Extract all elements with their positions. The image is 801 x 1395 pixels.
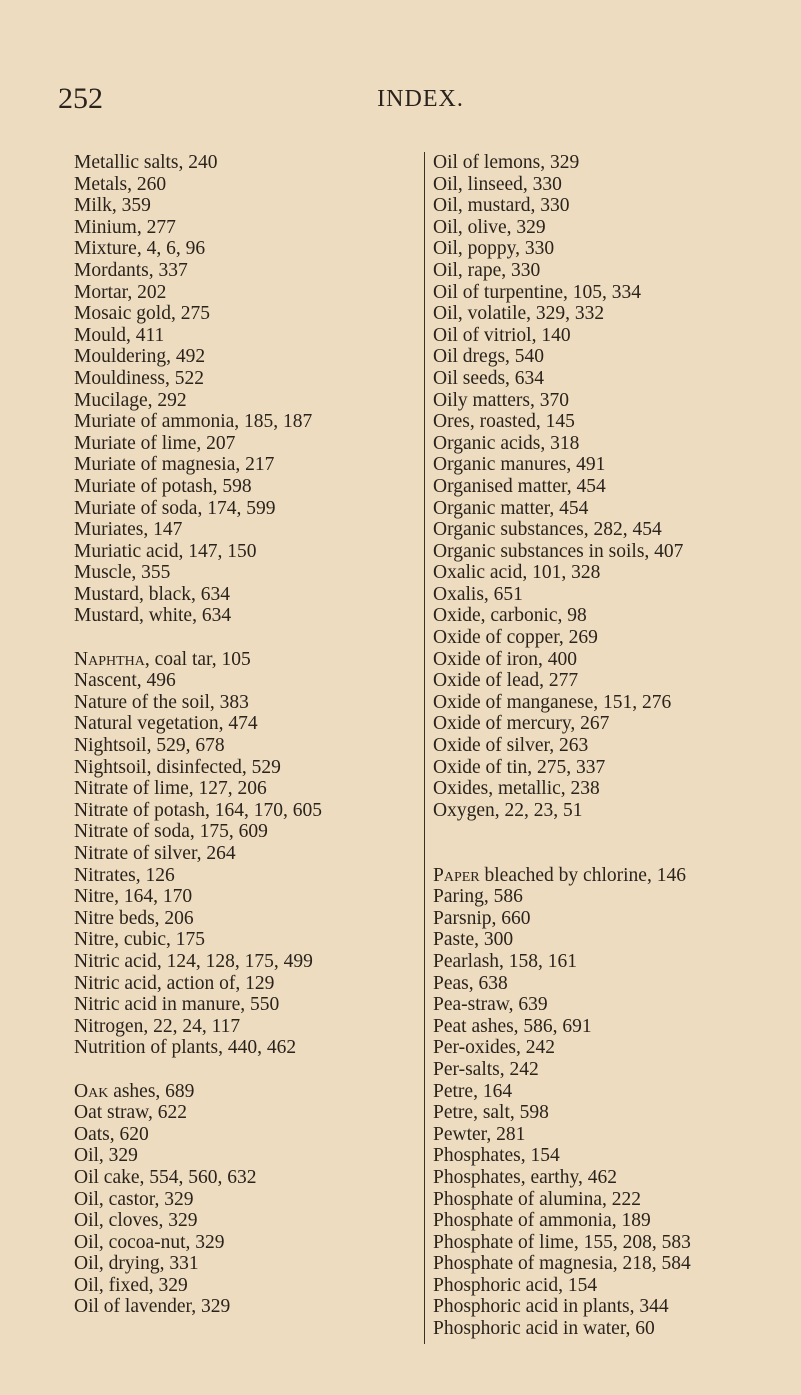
- group-spacer: [433, 821, 691, 864]
- index-entry: Natural vegetation, 474: [74, 713, 258, 735]
- index-entry: Petre, salt, 598: [433, 1102, 549, 1124]
- index-entry: Phosphate of ammonia, 189: [433, 1210, 651, 1232]
- index-group-o: [74, 1102, 322, 1318]
- index-entry: Paste, 300: [433, 929, 514, 951]
- index-entry: Nitrate of lime, 127, 206: [74, 778, 267, 800]
- index-entry: Minium, 277: [74, 216, 176, 238]
- index-entry: [74, 1081, 322, 1103]
- index-group-p: [433, 886, 691, 1339]
- index-entry: Oil, cloves, 329: [74, 1210, 198, 1232]
- index-entry: Oxide, carbonic, 98: [433, 605, 587, 627]
- index-entry: Oxide of silver, 263: [433, 735, 589, 757]
- index-entry: Oxide of manganese, 151, 276: [433, 691, 672, 713]
- index-entry: Metals, 260: [74, 173, 167, 195]
- index-entry: Oil, rape, 330: [433, 259, 541, 281]
- index-entry: Oil, fixed, 329: [74, 1274, 188, 1296]
- index-entry: Nightsoil, disinfected, 529: [74, 756, 281, 778]
- index-entry: Parsnip, 660: [433, 907, 531, 929]
- index-entry: Phosphate of magnesia, 218, 584: [433, 1253, 691, 1275]
- index-entry: Pewter, 281: [433, 1123, 526, 1145]
- index-entry: Nitrogen, 22, 24, 117: [74, 1015, 241, 1037]
- index-entry: Organic acids, 318: [433, 432, 580, 454]
- index-entry: Oil dregs, 540: [433, 346, 545, 368]
- index-entry: Metallic salts, 240: [74, 152, 218, 173]
- index-entry: [74, 649, 322, 671]
- index-entry: Muriate of potash, 598: [74, 475, 252, 497]
- index-entry: Nitrate of silver, 264: [74, 843, 236, 864]
- index-entry: Pea-straw, 639: [433, 994, 548, 1016]
- index-entry: Oxide of iron, 400: [433, 648, 578, 670]
- group-head: Oak: [74, 1080, 109, 1102]
- index-entry: Ores, roasted, 145: [433, 411, 575, 433]
- index-entry: Oxalic acid, 101, 328: [433, 562, 601, 584]
- index-entry: Oil, volatile, 329, 332: [433, 303, 605, 325]
- index-entry: Mouldiness, 522: [74, 367, 205, 389]
- index-entry: Milk, 359: [74, 195, 151, 217]
- index-entry: Mustard, white, 634: [74, 605, 232, 627]
- index-entry: Nitre, 164, 170: [74, 886, 193, 908]
- index-entry: Phosphoric acid in water, 60: [433, 1318, 655, 1340]
- entry-text: bleached by chlorine, 146: [479, 864, 686, 886]
- index-entry: Oil, castor, 329: [74, 1188, 194, 1210]
- index-entry: Oil of lavender, 329: [74, 1296, 231, 1318]
- index-entry: Oxide of copper, 269: [433, 627, 598, 649]
- index-entry: Nitre beds, 206: [74, 907, 194, 929]
- index-entry: Muscle, 355: [74, 562, 171, 584]
- index-entry: Mucilage, 292: [74, 389, 187, 411]
- column-divider: [424, 152, 425, 1344]
- index-entry: Phosphate of alumina, 222: [433, 1188, 641, 1210]
- group-head: Naphtha: [74, 648, 145, 670]
- index-entry: Mosaic gold, 275: [74, 303, 210, 325]
- index-entry: Pearlash, 158, 161: [433, 950, 578, 972]
- index-entry: Phosphoric acid in plants, 344: [433, 1296, 669, 1318]
- index-entry: Oil, drying, 331: [74, 1253, 199, 1275]
- index-entry: Mustard, black, 634: [74, 583, 230, 605]
- index-entry: Oxide of tin, 275, 337: [433, 756, 606, 778]
- index-entry: Oily matters, 370: [433, 389, 569, 411]
- index-entry: Oil of lemons, 329: [433, 152, 580, 173]
- index-entry: Organic substances, 282, 454: [433, 519, 662, 541]
- index-entry: Phosphates, earthy, 462: [433, 1166, 617, 1188]
- index-group-o: [433, 152, 691, 821]
- group-spacer: [74, 1059, 322, 1081]
- index-entry: Peat ashes, 586, 691: [433, 1015, 592, 1037]
- index-entry: Nitrates, 126: [74, 864, 175, 886]
- index-entry: Organic manures, 491: [433, 454, 606, 476]
- index-entry: Oil, 329: [74, 1145, 138, 1167]
- index-entry: Phosphoric acid, 154: [433, 1274, 598, 1296]
- entry-text: ashes, 689: [108, 1080, 195, 1102]
- index-entry: Mixture, 4, 6, 96: [74, 238, 206, 260]
- index-entry: Oil, mustard, 330: [433, 195, 570, 217]
- index-entry: Phosphates, 154: [433, 1145, 560, 1167]
- index-entry: Nutrition of plants, 440, 462: [74, 1037, 297, 1059]
- page-title: INDEX.: [377, 86, 464, 112]
- index-entry: Nature of the soil, 383: [74, 691, 249, 713]
- index-entry: Oxalis, 651: [433, 583, 523, 605]
- index-entry: Nitre, cubic, 175: [74, 929, 206, 951]
- index-entry: Oil, poppy, 330: [433, 238, 555, 260]
- index-entry: Oxides, metallic, 238: [433, 778, 600, 800]
- group-head: Paper: [433, 864, 480, 886]
- index-entry: Oil of vitriol, 140: [433, 324, 571, 346]
- index-entry: Nitrate of potash, 164, 170, 605: [74, 799, 323, 821]
- group-spacer: [74, 627, 322, 649]
- index-entry: Nitric acid in manure, 550: [74, 994, 280, 1016]
- index-entry: Organic substances in soils, 407: [433, 540, 684, 562]
- index-entry: Oxide of lead, 277: [433, 670, 579, 692]
- index-entry: Nitric acid, 124, 128, 175, 499: [74, 950, 313, 972]
- index-entry: Oxide of mercury, 267: [433, 713, 610, 735]
- index-entry: Phosphate of lime, 155, 208, 583: [433, 1231, 691, 1253]
- index-entry: Oil, cocoa-nut, 329: [74, 1231, 225, 1253]
- left-column: [74, 152, 322, 1318]
- index-entry: Nitrate of soda, 175, 609: [74, 821, 268, 843]
- page-number: 252: [58, 82, 103, 115]
- index-entry: Oil cake, 554, 560, 632: [74, 1166, 257, 1188]
- index-entry: Nascent, 496: [74, 670, 176, 692]
- index-entry: Muriate of magnesia, 217: [74, 454, 275, 476]
- index-entry: [433, 865, 691, 887]
- index-entry: Muriate of lime, 207: [74, 432, 236, 454]
- index-entry: Oil of turpentine, 105, 334: [433, 281, 641, 303]
- right-column: [433, 152, 691, 1340]
- index-entry: Petre, 164: [433, 1080, 513, 1102]
- index-entry: Per-salts, 242: [433, 1058, 539, 1080]
- index-entry: Oil, olive, 329: [433, 216, 546, 238]
- index-group-m: [74, 152, 322, 627]
- index-entry: Per-oxides, 242: [433, 1037, 556, 1059]
- index-group-n: [74, 670, 322, 1059]
- index-entry: Muriatic acid, 147, 150: [74, 540, 257, 562]
- index-entry: Muriate of soda, 174, 599: [74, 497, 276, 519]
- index-entry: Organic matter, 454: [433, 497, 589, 519]
- index-entry: Muriates, 147: [74, 519, 183, 541]
- index-entry: Oil, linseed, 330: [433, 173, 562, 195]
- index-entry: Organised matter, 454: [433, 475, 606, 497]
- index-entry: Oat straw, 622: [74, 1102, 188, 1124]
- index-entry: Peas, 638: [433, 972, 508, 994]
- index-entry: Mortar, 202: [74, 281, 167, 303]
- index-entry: Mouldering, 492: [74, 346, 206, 368]
- index-entry: Muriate of ammonia, 185, 187: [74, 411, 313, 433]
- index-entry: Mordants, 337: [74, 259, 188, 281]
- index-entry: Paring, 586: [433, 886, 523, 908]
- index-entry: Oats, 620: [74, 1123, 149, 1145]
- index-entry: Nitric acid, action of, 129: [74, 972, 275, 994]
- entry-text: , coal tar, 105: [144, 648, 251, 670]
- index-entry: Oxygen, 22, 23, 51: [433, 799, 583, 821]
- index-entry: Nightsoil, 529, 678: [74, 735, 225, 757]
- index-entry: Oil seeds, 634: [433, 367, 545, 389]
- index-entry: Mould, 411: [74, 324, 165, 346]
